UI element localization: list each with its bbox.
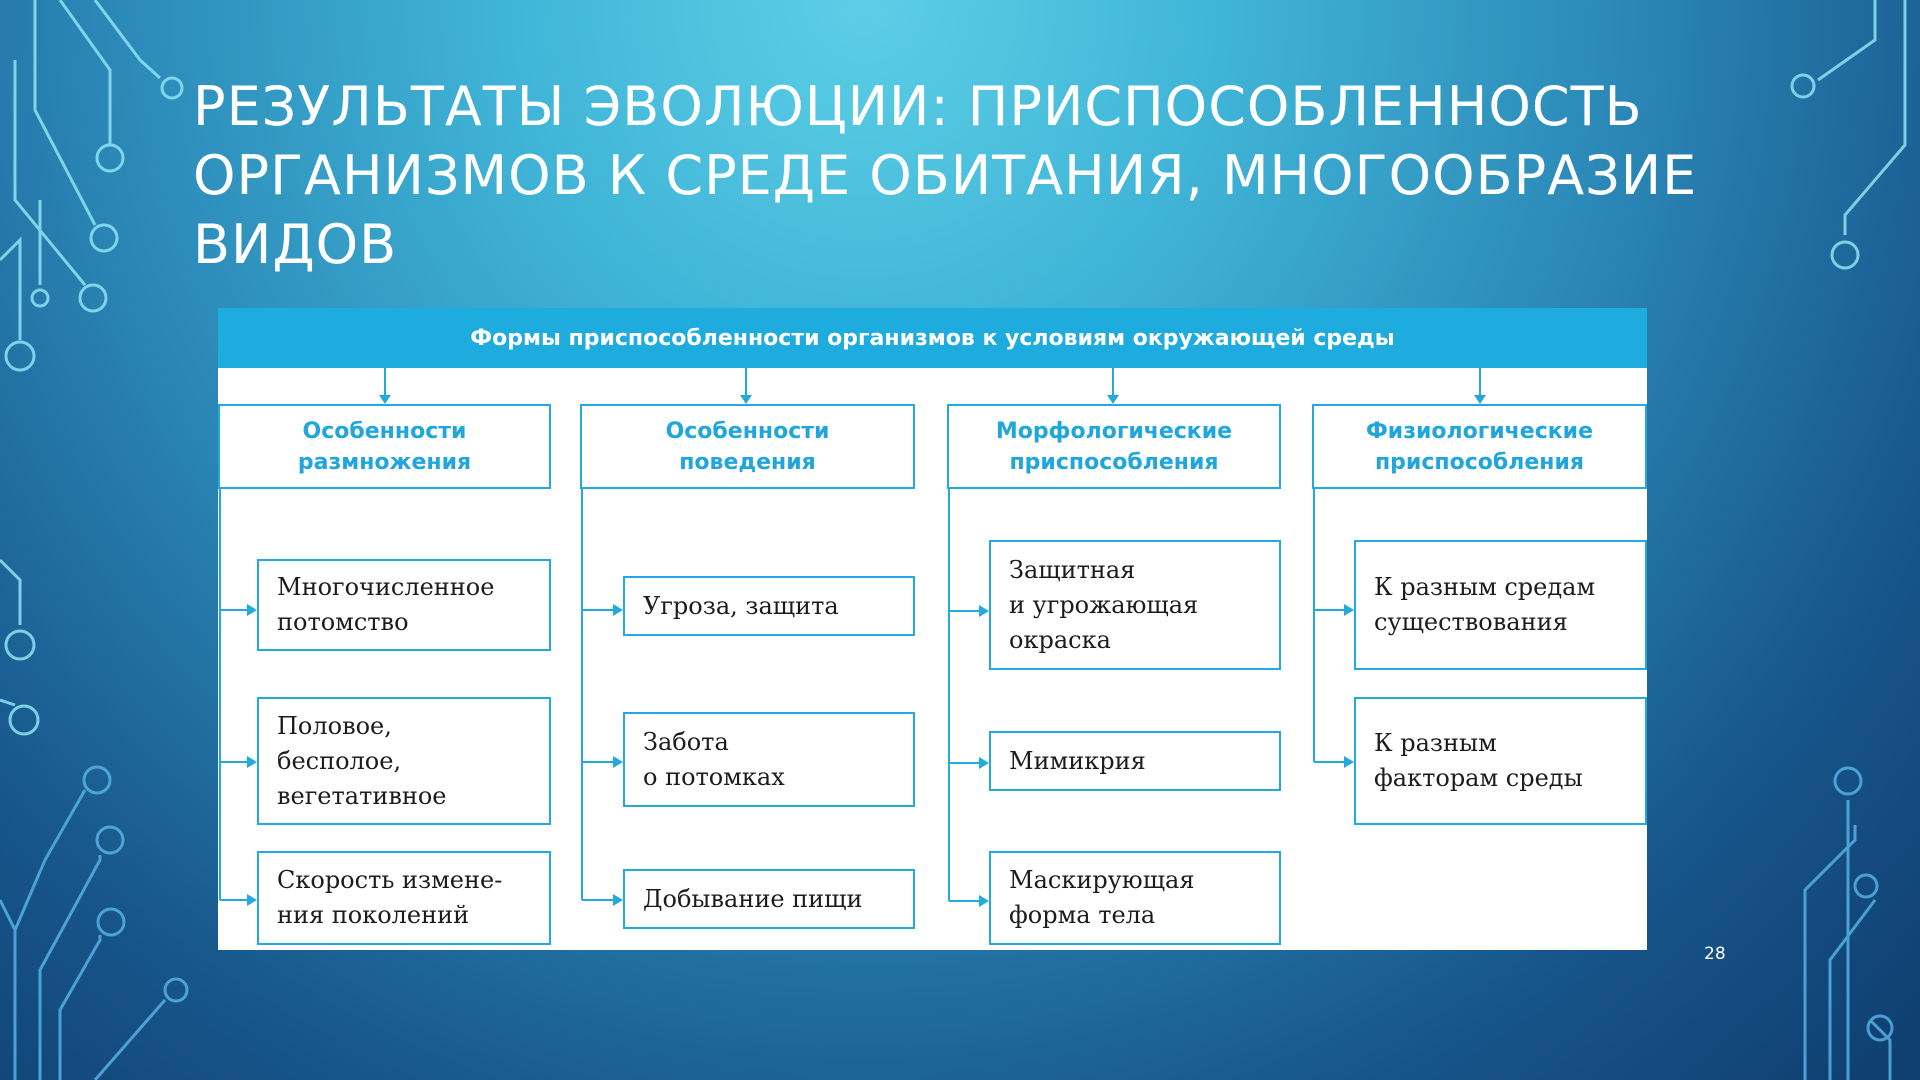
item-protective-coloration	[989, 540, 1281, 670]
category-morphological	[947, 404, 1281, 489]
item-reproduction-types	[257, 697, 551, 825]
branch-arrow-0-0	[247, 604, 257, 616]
item-protective-coloration-label: Защитная и угрожающая окраска	[1009, 555, 1199, 654]
header-arrow-1	[740, 395, 752, 404]
category-physiological-label: Физиологические приспособления	[1365, 418, 1593, 475]
branch-arrow-2-2	[979, 895, 989, 907]
category-physiological	[1312, 404, 1647, 489]
branch-arrow-1-2	[613, 894, 623, 906]
item-environmental-factors-label: К разным факторам среды	[1374, 729, 1583, 792]
title-line-3: ВИДОВ	[193, 213, 398, 276]
item-food-gathering-label: Добывание пищи	[643, 884, 863, 913]
header-arrow-2	[1107, 395, 1119, 404]
item-numerous-offspring	[257, 559, 551, 651]
item-generation-rate	[257, 851, 551, 945]
item-numerous-offspring-label: Многочисленное потомство	[277, 573, 495, 636]
adaptation-diagram	[218, 308, 1647, 950]
item-environmental-factors	[1354, 697, 1647, 825]
branch-arrow-2-0	[979, 605, 989, 617]
item-threat-defense-label: Угроза, защита	[643, 591, 839, 620]
item-threat-defense	[623, 576, 915, 636]
item-masking-shape-label: Маскирующая форма тела	[1009, 866, 1195, 929]
branch-arrow-1-0	[613, 604, 623, 616]
slide-title	[193, 72, 1698, 279]
title-line-2: ОРГАНИЗМОВ К СРЕДЕ ОБИТАНИЯ, МНОГООБРАЗИЕ	[193, 144, 1698, 207]
item-food-gathering	[623, 869, 915, 929]
diagram-header: Формы приспособленности организмов к условиям окружающей среды	[218, 308, 1647, 368]
branch-arrow-2-1	[979, 757, 989, 769]
category-morphological-label: Морфологические приспособления	[995, 418, 1233, 475]
item-offspring-care	[623, 712, 915, 807]
category-behavior	[580, 404, 915, 489]
item-living-environments	[1354, 540, 1647, 670]
header-arrow-0	[379, 395, 391, 404]
header-arrow-3	[1474, 395, 1486, 404]
item-mimicry	[989, 731, 1281, 791]
category-reproduction-label: Особенности размножения	[297, 418, 472, 475]
branch-arrow-3-1	[1344, 756, 1354, 768]
branch-arrow-0-1	[247, 756, 257, 768]
item-mimicry-label: Мимикрия	[1009, 746, 1146, 775]
category-reproduction	[218, 404, 551, 489]
item-reproduction-types-label: Половое, бесполое, вегетативное	[277, 711, 447, 810]
page-number: 28	[1704, 944, 1726, 964]
item-generation-rate-label: Скорость измене- ния поколений	[277, 866, 503, 929]
title-line-1: РЕЗУЛЬТАТЫ ЭВОЛЮЦИИ: ПРИСПОСОБЛЕННОСТЬ	[193, 75, 1643, 138]
item-masking-shape	[989, 851, 1281, 945]
category-behavior-label: Особенности поведения	[665, 418, 830, 475]
branch-arrow-1-1	[613, 756, 623, 768]
item-living-environments-label: К разным средам существования	[1374, 573, 1596, 636]
item-offspring-care-label: Забота о потомках	[643, 727, 785, 791]
branch-arrow-3-0	[1344, 604, 1354, 616]
branch-arrow-0-2	[247, 894, 257, 906]
